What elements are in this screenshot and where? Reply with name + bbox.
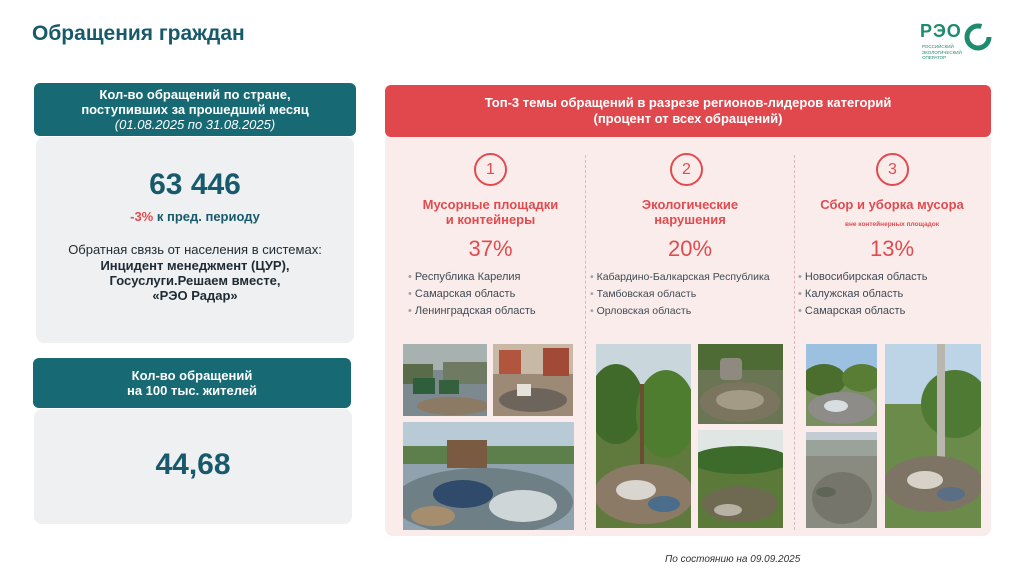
header-line: Кол-во обращений xyxy=(131,368,253,383)
region-item: • Республика Карелия xyxy=(408,269,536,286)
delta-line xyxy=(36,209,354,224)
photo-roadside-litter xyxy=(806,344,877,426)
delta-value: -3% xyxy=(130,209,154,224)
title-line: и контейнеры xyxy=(445,212,536,227)
title-line: Сбор и уборка мусора xyxy=(820,197,964,212)
photo-waste-site xyxy=(493,344,573,416)
per-capita-value: 44,68 xyxy=(155,448,231,481)
feedback-label: Обратная связь от населения в системах: xyxy=(68,242,322,257)
region-item: • Орловская область xyxy=(590,303,770,320)
category-regions-3 xyxy=(798,269,927,320)
title-line: Экологические xyxy=(641,197,739,212)
page-title: Обращения граждан xyxy=(32,22,245,45)
title-line: нарушения xyxy=(654,212,726,227)
category-percent-2: 20% xyxy=(667,236,713,261)
category-number-3: 3 xyxy=(876,153,909,186)
photo-forest-dump xyxy=(596,344,691,528)
category-note-3: вне контейнерных площадок xyxy=(844,221,940,228)
total-appeals-header xyxy=(34,83,356,136)
category-number-1: 1 xyxy=(474,153,507,186)
reo-logo xyxy=(918,18,1002,68)
header-line: поступивших за прошедший месяц xyxy=(81,102,309,117)
logo-subtitle-line: ОПЕРАТОР xyxy=(922,55,947,60)
region-item: • Калужская область xyxy=(798,286,927,303)
header-line: Кол-во обращений по стране, xyxy=(99,87,291,102)
header-line: на 100 тыс. жителей xyxy=(126,383,258,398)
header-line: Топ-3 темы обращений в разрезе регионов-лидеров категорий xyxy=(484,95,892,110)
as-of-date: По состоянию на 09.09.2025 xyxy=(665,554,801,565)
category-percent-1: 37% xyxy=(468,236,513,261)
region-item: • Самарская область xyxy=(408,286,536,303)
title-line: Мусорные площадки xyxy=(422,197,559,212)
region-item: • Новосибирская область xyxy=(798,269,927,286)
category-title-1 xyxy=(388,197,593,227)
category-regions-2 xyxy=(590,269,770,320)
photo-polluted-drain xyxy=(698,344,783,424)
category-number-2: 2 xyxy=(670,153,703,186)
category-percent-3: 13% xyxy=(869,236,915,261)
photo-dirt-road xyxy=(806,432,877,528)
per-capita-header xyxy=(33,358,351,408)
system-item: Инцидент менеджмент (ЦУР), xyxy=(100,258,290,273)
delta-label: к пред. периоду xyxy=(153,209,260,224)
region-item: • Самарская область xyxy=(798,303,927,320)
header-line: (процент от всех обращений) xyxy=(593,111,783,126)
photo-waste-site xyxy=(403,344,487,416)
category-regions-1 xyxy=(408,269,536,320)
photo-green-field xyxy=(698,430,783,528)
top3-header xyxy=(385,85,991,137)
total-appeals-value: 63 446 xyxy=(149,168,241,201)
header-period: (01.08.2025 по 31.08.2025) xyxy=(114,117,276,132)
category-title-3 xyxy=(797,197,987,212)
region-item: • Кабардино-Балкарская Республика xyxy=(590,269,770,286)
logo-brand: РЭО xyxy=(920,21,962,41)
logo-subtitle-line: ЭКОЛОГИЧЕСКИЙ xyxy=(922,49,962,55)
logo-subtitle xyxy=(922,44,982,61)
photo-overflowing-containers xyxy=(403,422,574,530)
category-title-2 xyxy=(590,197,790,227)
systems-list xyxy=(36,258,354,303)
region-item: • Ленинградская область xyxy=(408,303,536,320)
column-divider xyxy=(794,155,795,530)
logo-subtitle-line: РОССИЙСКИЙ xyxy=(922,44,954,49)
system-item: «РЭО Радар» xyxy=(152,288,238,303)
region-item: • Тамбовская область xyxy=(590,286,770,303)
photo-trash-pile xyxy=(885,344,981,528)
system-item: Госуслуги.Решаем вместе, xyxy=(109,273,281,288)
per-capita-card xyxy=(34,409,352,524)
total-appeals-card xyxy=(36,137,354,343)
